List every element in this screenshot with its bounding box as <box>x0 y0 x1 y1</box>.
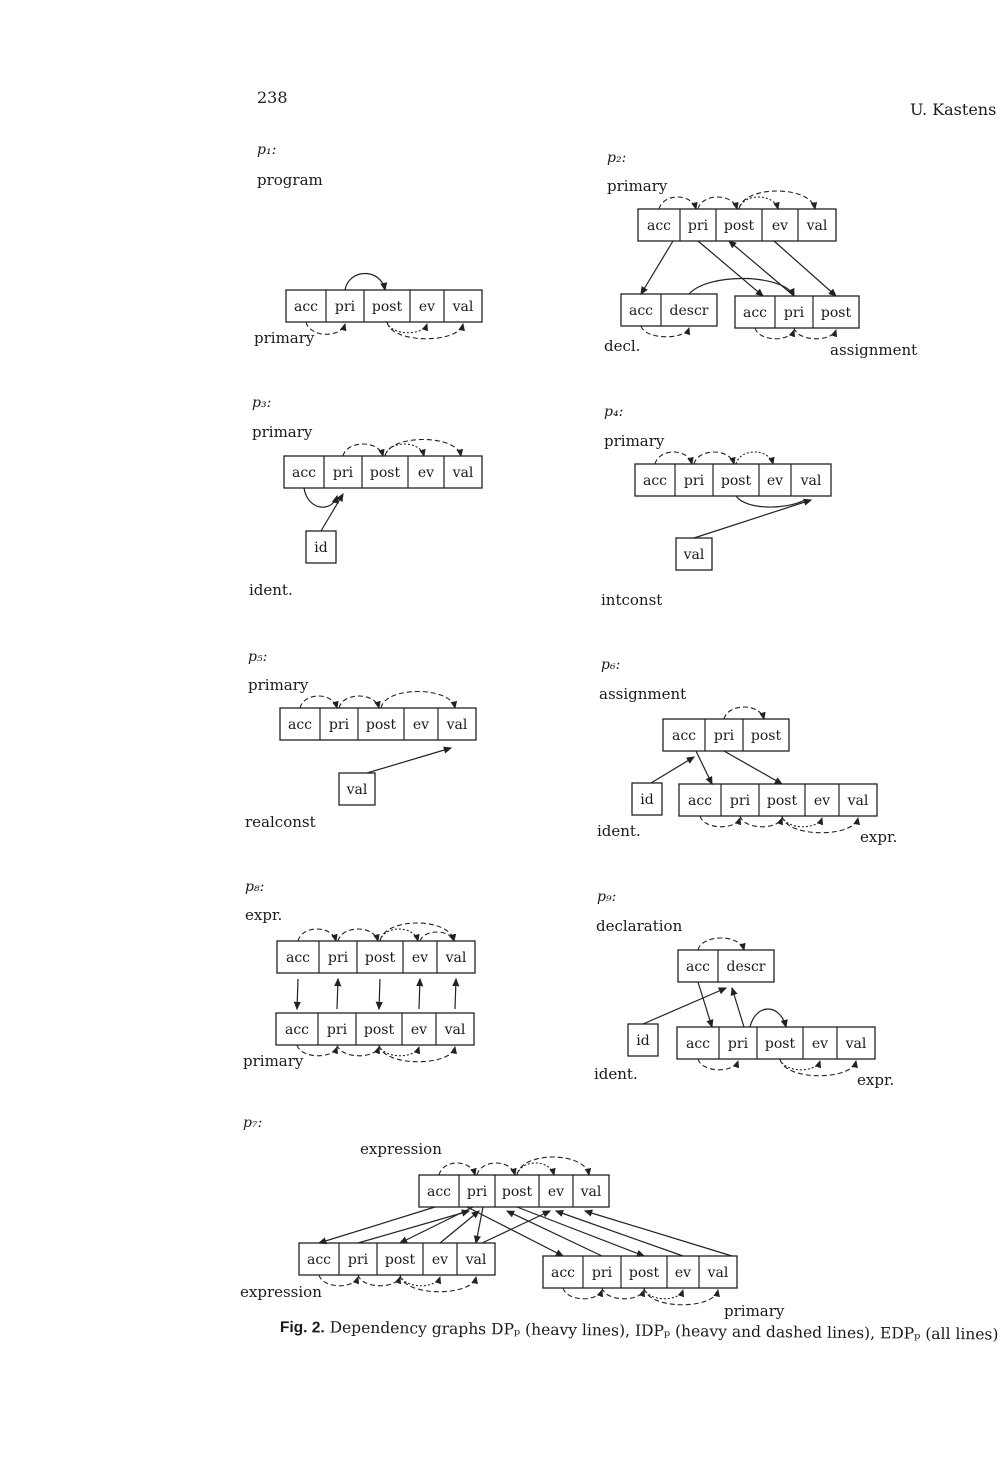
p9-edge-pri-descr <box>732 988 744 1027</box>
p8-primary-box <box>276 1013 474 1045</box>
p7-arc-top-post-ev <box>517 1163 554 1175</box>
p2-primary-box-cell-ev: ev <box>771 218 789 234</box>
p5-arc-pri-post <box>339 696 379 708</box>
p7-edge-rev-ev <box>556 1211 683 1256</box>
p5-val-box-cell-val: val <box>346 782 368 798</box>
p7-arc-left-acc-pri <box>319 1275 358 1286</box>
p7-arc-top-acc-pri <box>439 1163 475 1175</box>
p7-edge-rval-val <box>585 1211 732 1256</box>
p2-decl-box-cell-descr: descr <box>669 303 709 319</box>
p3-primary-box-cell-post: post <box>369 465 401 481</box>
p8-edge-pri <box>337 979 338 1009</box>
p8-primary-box-cell-pri: pri <box>326 1022 348 1038</box>
p7-arc-top-pri-post <box>477 1163 515 1175</box>
figure-caption-text: Dependency graphs DPₚ (heavy lines), IDPₚ (heavy and dashed lines), EDPₚ (all lines) <box>329 1318 999 1344</box>
p5-primary-box-cell-ev: ev <box>412 717 430 733</box>
p6-expr-box-cell-post: post <box>766 793 798 809</box>
p9-arc-pri-post <box>750 1009 786 1027</box>
p4-primary-box-cell-post: post <box>720 473 752 489</box>
p7-primary-right-box-cell-post: post <box>628 1265 660 1281</box>
p7-edge-rpri-post <box>507 1211 602 1256</box>
p3-primary-box-cell-val: val <box>452 465 474 481</box>
p2-arc-asg-acc-pri <box>755 328 794 339</box>
p6-expr-box <box>679 784 877 816</box>
p2-decl-box-cell-acc: acc <box>628 303 654 319</box>
p2-arc-pri-post <box>698 197 737 209</box>
p9-expr-box-cell-pri: pri <box>727 1036 749 1052</box>
p7-arc-right-pri-post <box>602 1288 644 1299</box>
p5-arc-post-val <box>381 692 455 709</box>
p4-intconst-label: intconst <box>601 591 663 609</box>
p9-arc-acc-descr <box>698 938 744 950</box>
p2-assignment-box-cell-post: post <box>820 305 852 321</box>
p3-label: p₃: <box>252 395 272 411</box>
p1-arc-acc-pri <box>306 322 345 334</box>
p9-ident-label: ident. <box>594 1065 638 1083</box>
p3-arc-post-ev <box>385 444 424 456</box>
p9-declaration-label: declaration <box>596 917 683 935</box>
p3-arc-acc-pri <box>304 488 337 507</box>
p8-edge-acc <box>297 979 298 1009</box>
p9-expr-box-cell-ev: ev <box>811 1036 829 1052</box>
p2-arc-post-val <box>739 191 815 209</box>
p7-edge-lev-pri <box>440 1211 479 1243</box>
p6-expr-box-cell-ev: ev <box>813 793 831 809</box>
p1-primary-box-cell-val: val <box>452 299 474 315</box>
p7-primary-right-box-cell-ev: ev <box>674 1265 692 1281</box>
p6-edge-pri-post <box>724 751 782 784</box>
p7-expression-left-box <box>299 1243 495 1275</box>
p4-primary-label: primary <box>604 432 665 450</box>
p6-id-box-cell-id: id <box>640 792 654 808</box>
p9-expr-box-cell-post: post <box>764 1036 796 1052</box>
p9-edge-acc-acc <box>698 982 712 1027</box>
p5-primary-box <box>280 708 476 740</box>
p8-expr-box-cell-pri: pri <box>327 950 349 966</box>
p7-expression-left-box-cell-ev: ev <box>431 1252 449 1268</box>
p8-primary-box-cell-post: post <box>363 1022 395 1038</box>
p7-arc-left-post-val <box>400 1275 476 1292</box>
page-number: 238 <box>257 88 288 107</box>
p9-declaration-box-cell-acc: acc <box>685 959 711 975</box>
p5-primary-label: primary <box>248 676 309 694</box>
p8-expr-box-cell-ev: ev <box>411 950 429 966</box>
p8-primary-box-cell-ev: ev <box>410 1022 428 1038</box>
p5-primary-box-cell-post: post <box>365 717 397 733</box>
p7-primary-right-box-cell-acc: acc <box>550 1265 576 1281</box>
p7-primary-label: primary <box>724 1302 785 1320</box>
p2-primary-box <box>638 209 836 241</box>
p8-edge-ev <box>419 979 420 1009</box>
p2-arc-post-ev <box>739 197 778 209</box>
p6-arc-post-val <box>782 816 858 833</box>
p4-primary-box <box>635 464 831 496</box>
p1-label: p₁: <box>257 142 277 158</box>
p3-primary-label: primary <box>252 423 313 441</box>
p4-arc-post-ev <box>736 452 773 464</box>
p6-arc-pri-post <box>740 816 782 827</box>
p2-edge-pri-post <box>729 241 794 296</box>
p2-arc-acc-pri <box>659 197 696 209</box>
p4-primary-box-cell-acc: acc <box>642 473 668 489</box>
p1-primary-label: primary <box>254 329 315 347</box>
p7-primary-right-box-cell-pri: pri <box>591 1265 613 1281</box>
p7-expression-top-box-cell-pri: pri <box>466 1184 488 1200</box>
p5-arc-acc-pri <box>300 696 337 708</box>
p2-label: p₂: <box>607 150 627 166</box>
p3-primary-box-cell-ev: ev <box>417 465 435 481</box>
p5-label: p₅: <box>248 649 268 665</box>
p7-expression-left-box-cell-val: val <box>465 1252 487 1268</box>
p8-primary-box-cell-val: val <box>444 1022 466 1038</box>
p5-edge-val-val <box>367 748 451 773</box>
p4-arc-acc-pri <box>655 452 692 464</box>
p4-val-box-cell-val: val <box>683 547 705 563</box>
p6-ident-label: ident. <box>597 822 641 840</box>
p8-arc-bot-pri-post <box>337 1045 379 1056</box>
p3-ident-label: ident. <box>249 581 293 599</box>
p9-expr-box <box>677 1027 875 1059</box>
p3-id-box-cell-id: id <box>314 540 328 556</box>
p8-expr-label: expr. <box>245 906 283 924</box>
p7-expression-bottom-label: expression <box>240 1283 322 1301</box>
p2-edge-pri-acc <box>698 241 763 296</box>
p9-arc-acc-pri <box>698 1059 738 1070</box>
p9-declaration-box-cell-descr: descr <box>726 959 766 975</box>
p2-primary-box-cell-acc: acc <box>646 218 672 234</box>
p4-val-box <box>676 538 712 570</box>
p1-primary-box-cell-ev: ev <box>418 299 436 315</box>
p9-expr-label: expr. <box>857 1071 895 1089</box>
p1-primary-box-cell-pri: pri <box>334 299 356 315</box>
p2-arc-decl-acc-descr <box>641 326 689 337</box>
p6-assignment-box <box>663 719 789 751</box>
p8-edge-val <box>455 979 456 1009</box>
p5-realconst-label: realconst <box>245 813 316 831</box>
p4-arc-pri-post <box>694 452 734 464</box>
p3-primary-box-cell-acc: acc <box>291 465 317 481</box>
p2-assignment-label: assignment <box>830 341 918 359</box>
p3-arc-pri-post <box>343 444 383 456</box>
p1-primary-box-cell-acc: acc <box>293 299 319 315</box>
p2-primary-box-cell-post: post <box>723 218 755 234</box>
p4-primary-box-cell-val: val <box>800 473 822 489</box>
p7-expression-top-box-cell-val: val <box>580 1184 602 1200</box>
p2-decl-box <box>621 294 717 326</box>
p7-primary-right-box <box>543 1256 737 1288</box>
p6-arc-pri-post <box>724 707 764 719</box>
p9-arc-post-val <box>780 1059 856 1076</box>
p7-arc-left-pri-post <box>358 1275 400 1286</box>
p6-assignment-label: assignment <box>599 685 687 703</box>
p3-primary-box <box>284 456 482 488</box>
p6-edge-id-acc <box>651 757 694 783</box>
p4-primary-box-cell-pri: pri <box>683 473 705 489</box>
p8-expr-box-cell-post: post <box>364 950 396 966</box>
p2-assignment-box <box>735 296 859 328</box>
p6-expr-label: expr. <box>860 828 898 846</box>
figure-number: Fig. 2. <box>279 1319 325 1337</box>
p6-expr-box-cell-val: val <box>847 793 869 809</box>
p8-expr-box-cell-val: val <box>445 950 467 966</box>
p6-expr-box-cell-pri: pri <box>729 793 751 809</box>
p6-assignment-box-cell-post: post <box>750 728 782 744</box>
p2-assignment-box-cell-pri: pri <box>783 305 805 321</box>
p8-arc-bot-post-val <box>379 1045 455 1062</box>
p8-expr-box <box>277 941 475 973</box>
p1-arc-post-val <box>387 322 463 339</box>
p2-arc-asg-pri-post <box>794 328 836 339</box>
p8-arc-top-acc-pri <box>298 929 336 941</box>
running-head-author: U. Kastens <box>910 100 997 119</box>
p3-primary-box-cell-pri: pri <box>332 465 354 481</box>
p1-primary-box-cell-post: post <box>371 299 403 315</box>
p7-label: p₇: <box>243 1115 263 1131</box>
p2-edge-acc-decl <box>641 241 673 294</box>
p7-expression-left-box-cell-acc: acc <box>306 1252 332 1268</box>
p7-expression-top-box-cell-post: post <box>501 1184 533 1200</box>
p9-id-box <box>628 1024 658 1056</box>
p7-edge-post-rpost <box>517 1207 644 1256</box>
p7-expression-top-box <box>419 1175 609 1207</box>
p6-expr-box-cell-acc: acc <box>687 793 713 809</box>
p8-arc-bot-acc-pri <box>297 1045 337 1056</box>
p7-expression-top-box-cell-acc: acc <box>426 1184 452 1200</box>
p8-primary-box-cell-acc: acc <box>284 1022 310 1038</box>
p9-expr-box-cell-val: val <box>845 1036 867 1052</box>
p8-label: p₈: <box>245 879 265 895</box>
p9-edge-id-descr <box>643 988 726 1024</box>
p2-primary-box-cell-pri: pri <box>687 218 709 234</box>
p7-arc-right-post-val <box>644 1288 718 1305</box>
p8-arc-top-post-ev <box>380 929 418 941</box>
p2-primary-label: primary <box>607 177 668 195</box>
p5-primary-box-cell-acc: acc <box>287 717 313 733</box>
p5-primary-box-cell-val: val <box>446 717 468 733</box>
p3-arc-post-val <box>385 440 461 457</box>
p3-edge-id-pri <box>321 494 343 531</box>
p2-primary-box-cell-val: val <box>806 218 828 234</box>
p6-id-box <box>632 783 662 815</box>
p1-arc-pri-post <box>345 274 385 291</box>
p7-primary-right-box-cell-val: val <box>707 1265 729 1281</box>
p2-decl-label: decl. <box>604 337 641 355</box>
p8-arc-top-ev-val <box>420 932 454 941</box>
p4-label: p₄: <box>604 404 624 420</box>
p7-arc-right-acc-pri <box>563 1288 602 1299</box>
p1-program-label: program <box>257 171 323 189</box>
p7-expression-top-label: expression <box>360 1140 442 1158</box>
p8-edge-post <box>379 979 380 1009</box>
p7-expression-left-box-cell-post: post <box>384 1252 416 1268</box>
p9-declaration-box <box>678 950 774 982</box>
p7-expression-left-box-cell-pri: pri <box>347 1252 369 1268</box>
p8-expr-box-cell-acc: acc <box>285 950 311 966</box>
p9-label: p₉: <box>597 889 617 905</box>
p6-assignment-box-cell-acc: acc <box>671 728 697 744</box>
p7-expression-top-box-cell-ev: ev <box>547 1184 565 1200</box>
p2-edge-ev-post <box>774 241 836 296</box>
p8-arc-top-pri-post <box>338 929 378 941</box>
p6-arc-acc-pri <box>700 816 740 827</box>
p8-primary-label: primary <box>243 1052 304 1070</box>
p6-label: p₆: <box>601 657 621 673</box>
p9-expr-box-cell-acc: acc <box>685 1036 711 1052</box>
p6-edge-acc-acc <box>696 751 712 784</box>
p2-assignment-box-cell-acc: acc <box>742 305 768 321</box>
p5-val-box <box>339 773 375 805</box>
p5-primary-box-cell-pri: pri <box>328 717 350 733</box>
p1-primary-box <box>286 290 482 322</box>
p3-id-box <box>306 531 336 563</box>
p9-id-box-cell-id: id <box>636 1033 650 1049</box>
p4-primary-box-cell-ev: ev <box>766 473 784 489</box>
p7-edge-lpri-pri <box>358 1211 469 1243</box>
p6-assignment-box-cell-pri: pri <box>713 728 735 744</box>
